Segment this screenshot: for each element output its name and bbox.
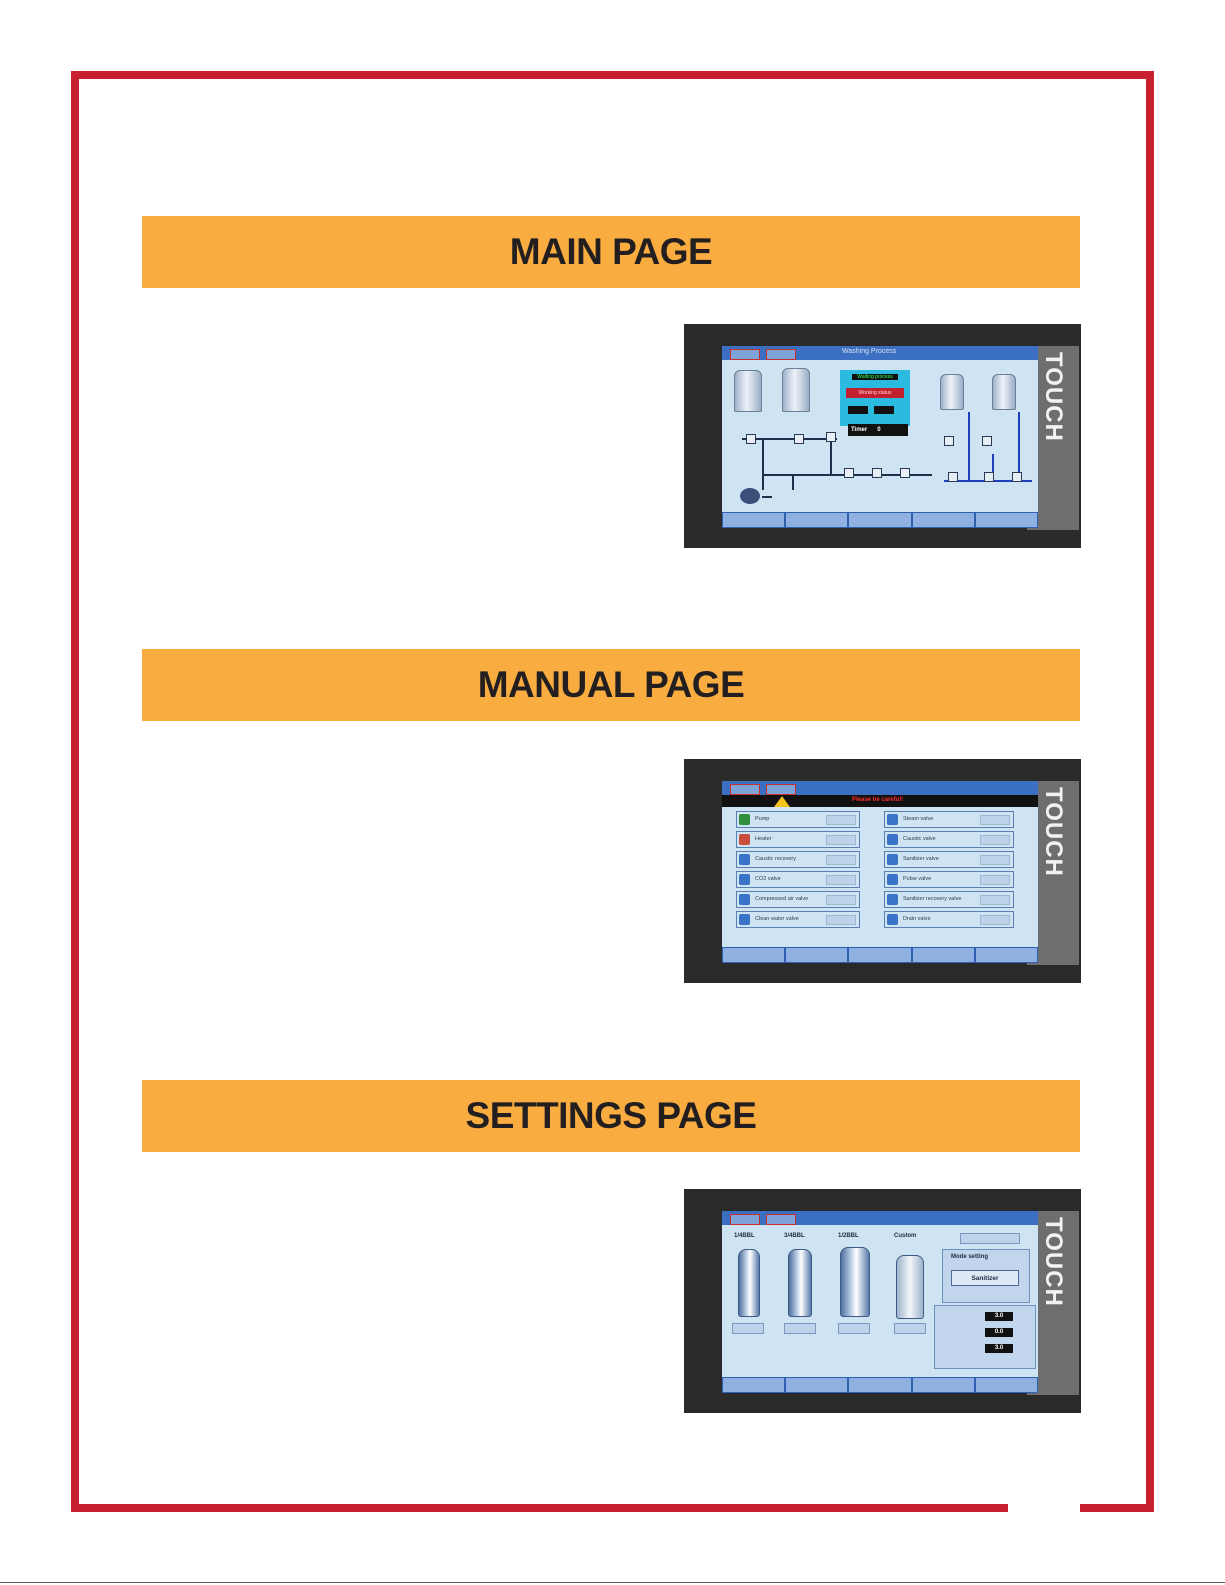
toggle-switch bbox=[826, 835, 856, 845]
tank-select-button bbox=[894, 1323, 926, 1334]
nav-tab bbox=[786, 513, 847, 527]
settings-lcd bbox=[722, 1211, 1038, 1393]
nav-tab bbox=[913, 1378, 974, 1392]
valve-icon bbox=[887, 854, 898, 865]
valve-icon bbox=[900, 468, 910, 478]
mode-setting-value: Sanitizer bbox=[951, 1270, 1019, 1286]
lcd-titlebar bbox=[722, 1211, 1038, 1225]
mode-setting-title: Mode setting bbox=[951, 1254, 988, 1260]
manual-item: Caustic valve bbox=[884, 831, 1014, 848]
status-panel bbox=[840, 370, 910, 426]
frame-right bbox=[1146, 71, 1154, 1512]
tank-caption: Custom bbox=[894, 1233, 917, 1239]
lcd-nav bbox=[722, 947, 1038, 963]
valve-icon bbox=[746, 434, 756, 444]
tank-caption: 1/2BBL bbox=[838, 1233, 859, 1239]
toggle-switch bbox=[980, 875, 1010, 885]
frame-bottom bbox=[71, 1504, 1008, 1512]
toggle-switch bbox=[826, 895, 856, 905]
pipe bbox=[792, 474, 794, 490]
manual-item: Heater bbox=[736, 831, 860, 848]
parameter-panel bbox=[934, 1305, 1036, 1369]
keg-icon bbox=[840, 1247, 870, 1317]
manual-page-title: MANUAL PAGE bbox=[477, 664, 745, 705]
keg-icon bbox=[896, 1255, 924, 1319]
toggle-switch bbox=[826, 855, 856, 865]
parameter-row bbox=[937, 1344, 1033, 1354]
valve-icon bbox=[844, 468, 854, 478]
heater-icon bbox=[739, 834, 750, 845]
valve-icon bbox=[944, 436, 954, 446]
nav-tab bbox=[913, 948, 974, 962]
status-indicator bbox=[874, 406, 894, 414]
nav-tab bbox=[849, 1378, 910, 1392]
touch-label: TOUCH bbox=[1027, 346, 1079, 530]
manual-lcd bbox=[722, 781, 1038, 963]
manual-item: CO2 valve bbox=[736, 871, 860, 888]
warning-icon bbox=[774, 796, 790, 807]
toggle-switch bbox=[980, 835, 1010, 845]
lcd-button bbox=[730, 784, 760, 795]
parameter-value: 3.0 bbox=[985, 1344, 1013, 1353]
warning-bar bbox=[722, 795, 1038, 807]
nav-tab bbox=[976, 1378, 1037, 1392]
nav-tab bbox=[723, 513, 784, 527]
nav-tab bbox=[786, 1378, 847, 1392]
toggle-switch bbox=[980, 895, 1010, 905]
lcd-button bbox=[766, 784, 796, 795]
lcd-titlebar bbox=[722, 781, 1038, 795]
valve-icon bbox=[826, 432, 836, 442]
parameter-value: 3.0 bbox=[985, 1312, 1013, 1321]
mode-setting-panel bbox=[942, 1249, 1030, 1303]
toggle-switch bbox=[826, 915, 856, 925]
tank-select-button bbox=[784, 1323, 816, 1334]
main-page-title: MAIN PAGE bbox=[509, 231, 713, 272]
manual-item: Caustic recovery bbox=[736, 851, 860, 868]
nav-tab bbox=[723, 1378, 784, 1392]
parameter-row bbox=[937, 1328, 1033, 1338]
valve-icon bbox=[739, 894, 750, 905]
lcd-button bbox=[766, 1214, 796, 1225]
status-working: Working status bbox=[846, 388, 904, 398]
valve-icon bbox=[887, 894, 898, 905]
lcd-button bbox=[730, 1214, 760, 1225]
return-pipe bbox=[968, 412, 970, 482]
nav-tab bbox=[723, 948, 784, 962]
manual-page-screenshot bbox=[684, 759, 1081, 983]
tank-select-button bbox=[838, 1323, 870, 1334]
valve-icon bbox=[887, 834, 898, 845]
pipe bbox=[830, 438, 832, 474]
status-indicator bbox=[848, 406, 868, 414]
valve-icon bbox=[984, 472, 994, 482]
valve-icon bbox=[948, 472, 958, 482]
nav-tab bbox=[976, 513, 1037, 527]
tank-caption: 3/4BBL bbox=[784, 1233, 805, 1239]
tank-icon bbox=[992, 374, 1016, 410]
status-waiting: Waiting process bbox=[852, 374, 898, 380]
pipe bbox=[742, 438, 837, 440]
main-page-banner bbox=[142, 216, 1080, 288]
lcd-button bbox=[730, 349, 760, 360]
manual-item: Sanitizer valve bbox=[884, 851, 1014, 868]
lcd-button bbox=[766, 349, 796, 360]
pipe bbox=[762, 438, 764, 490]
toggle-switch bbox=[980, 815, 1010, 825]
valve-icon bbox=[739, 914, 750, 925]
page-edge-line bbox=[0, 1582, 1225, 1583]
timer-label: Timer bbox=[851, 427, 868, 433]
manual-item: Pump bbox=[736, 811, 860, 828]
timer-display bbox=[848, 424, 908, 436]
parameter-value: 0.0 bbox=[985, 1328, 1013, 1337]
main-lcd bbox=[722, 346, 1038, 528]
manual-item: Compressed air valve bbox=[736, 891, 860, 908]
lcd-title: Washing Process bbox=[842, 348, 897, 355]
settings-page-title: SETTINGS PAGE bbox=[465, 1095, 757, 1136]
nav-tab bbox=[913, 513, 974, 527]
valve-icon bbox=[872, 468, 882, 478]
tank-icon bbox=[782, 368, 810, 412]
nav-tab bbox=[786, 948, 847, 962]
frame-top bbox=[71, 71, 1154, 79]
manual-item: Pulse valve bbox=[884, 871, 1014, 888]
keg-icon bbox=[738, 1249, 760, 1317]
toggle-switch bbox=[980, 915, 1010, 925]
toggle-switch bbox=[826, 875, 856, 885]
valve-icon bbox=[1012, 472, 1022, 482]
settings-page-screenshot bbox=[684, 1189, 1081, 1413]
nav-tab bbox=[849, 948, 910, 962]
setting-button bbox=[960, 1233, 1020, 1244]
valve-icon bbox=[887, 814, 898, 825]
warning-text: Please be careful! bbox=[852, 797, 904, 803]
nav-tab bbox=[849, 513, 910, 527]
manual-page-banner bbox=[142, 649, 1080, 721]
lcd-nav bbox=[722, 512, 1038, 528]
tank-icon bbox=[734, 370, 762, 412]
manual-item: Sanitizer recovery valve bbox=[884, 891, 1014, 908]
pump-icon bbox=[739, 814, 750, 825]
manual-item: Clean water valve bbox=[736, 911, 860, 928]
valve-icon bbox=[887, 914, 898, 925]
toggle-switch bbox=[980, 855, 1010, 865]
lcd-titlebar bbox=[722, 346, 1038, 360]
tank-caption: 1/4BBL bbox=[734, 1233, 755, 1239]
touch-label: TOUCH bbox=[1027, 781, 1079, 965]
timer-value: 0 bbox=[877, 427, 881, 433]
frame-left bbox=[71, 71, 79, 1512]
pump-icon bbox=[740, 488, 760, 504]
nav-tab bbox=[976, 948, 1037, 962]
valve-icon bbox=[739, 854, 750, 865]
manual-item: Drain valve bbox=[884, 911, 1014, 928]
lcd-nav bbox=[722, 1377, 1038, 1393]
valve-icon bbox=[739, 874, 750, 885]
settings-page-banner bbox=[142, 1080, 1080, 1152]
manual-item: Steam valve bbox=[884, 811, 1014, 828]
main-page-screenshot bbox=[684, 324, 1081, 548]
pipe bbox=[762, 496, 772, 498]
tank-icon bbox=[940, 374, 964, 410]
tank-select-button bbox=[732, 1323, 764, 1334]
parameter-row bbox=[937, 1312, 1033, 1322]
toggle-switch bbox=[826, 815, 856, 825]
valve-icon bbox=[794, 434, 804, 444]
valve-icon bbox=[982, 436, 992, 446]
keg-icon bbox=[788, 1249, 812, 1317]
valve-icon bbox=[887, 874, 898, 885]
touch-label: TOUCH bbox=[1027, 1211, 1079, 1395]
frame-bottom-end bbox=[1080, 1504, 1154, 1512]
